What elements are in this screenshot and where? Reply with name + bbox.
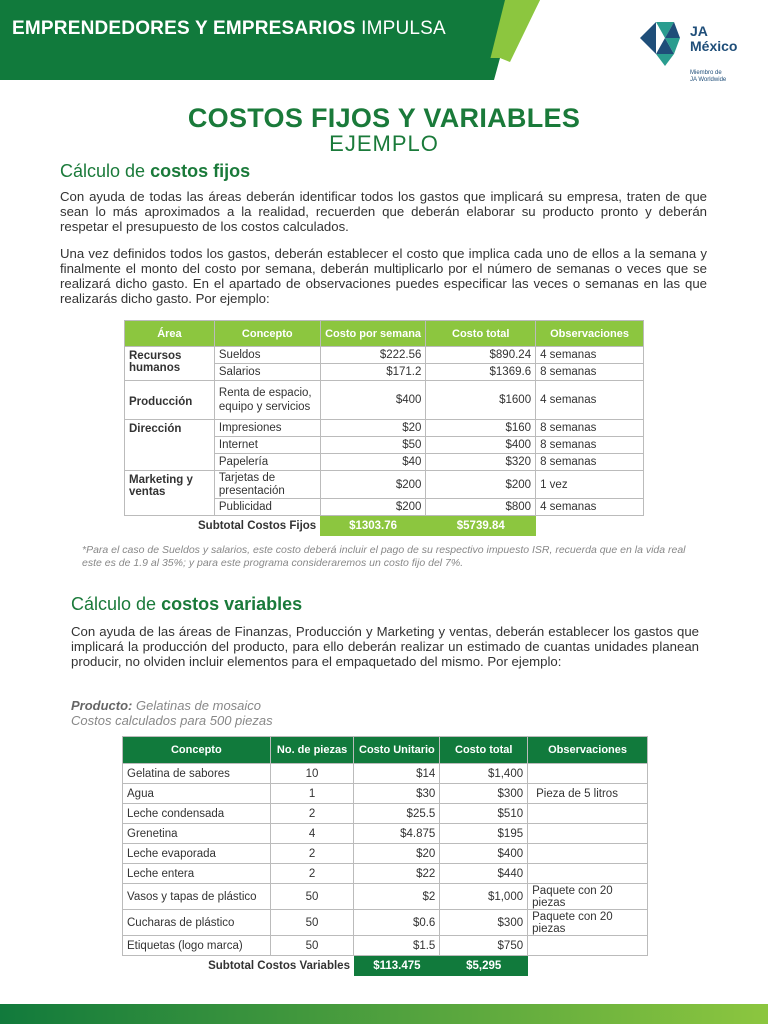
empty-cell — [536, 516, 644, 536]
concept-cell: Tarjetas de presentación — [214, 471, 320, 499]
table-row — [123, 824, 648, 844]
concept-cell: Sueldos — [214, 347, 320, 364]
notes-cell: 4 semanas — [536, 347, 644, 364]
table-row — [125, 381, 644, 420]
table-row — [125, 347, 644, 364]
subtotal-label: Subtotal Costos Variables — [208, 959, 350, 972]
concept-cell: Etiquetas (logo marca) — [123, 936, 271, 956]
empty-cell — [528, 956, 648, 976]
banner-shape — [0, 0, 540, 80]
subtotal-unit: $113.475 — [354, 956, 440, 976]
notes-cell — [528, 864, 648, 884]
concept-cell: Agua — [123, 784, 271, 804]
column-header: Concepto — [123, 737, 271, 764]
fixed-costs-heading: Cálculo de costos fijos — [60, 161, 251, 181]
table-row — [123, 884, 648, 910]
total-cost-cell: $195 — [440, 824, 528, 844]
product-info: Producto: Gelatinas de mosaico Costos calculados para 500 piezas — [71, 698, 273, 728]
total-cost-cell: $300 — [440, 784, 528, 804]
total-cost-cell: $400 — [426, 437, 536, 454]
table-row — [123, 910, 648, 936]
notes-cell: 8 semanas — [536, 437, 644, 454]
subtotal-total: $5739.84 — [426, 516, 536, 536]
total-cost-cell: $160 — [426, 420, 536, 437]
table-row — [123, 864, 648, 884]
subtotal-total: $5,295 — [440, 956, 528, 976]
table-row — [123, 844, 648, 864]
logo-mark-icon — [640, 18, 686, 68]
variable-para: Con ayuda de las áreas de Finanzas, Producción y Marketing y ventas, deberán establecer los gastos que implicará la producción del producto, para ello deberán realizar un estimado de cuantas unidades planean producir, no olviden incluir elementos para el empaquetado del mismo. Por ejemplo: — [71, 624, 699, 669]
weekly-cost-cell: $200 — [320, 499, 426, 516]
unit-cost-cell: $25.5 — [354, 804, 440, 824]
column-header: Concepto — [214, 321, 320, 347]
notes-cell: 1 vez — [536, 471, 644, 499]
fixed-costs-note: *Para el caso de Sueldos y salarios, este costo deberá incluir el pago de su respectivo impuesto ISR, recuerda que en la vida real este es de 1.9 al 35%; y para este programa consideraremos un costo fijo del 7%. — [82, 544, 686, 569]
unit-cost-cell: $22 — [354, 864, 440, 884]
weekly-cost-cell: $400 — [320, 381, 426, 420]
variable-costs-heading: Cálculo de costos variables — [71, 594, 303, 614]
column-header: Observaciones — [528, 737, 648, 764]
notes-cell: 8 semanas — [536, 364, 644, 381]
pieces-cell: 2 — [270, 804, 354, 824]
logo-name: JA México — [690, 23, 738, 54]
total-cost-cell: $400 — [440, 844, 528, 864]
notes-cell — [528, 764, 648, 784]
footer-bar — [0, 1004, 768, 1024]
unit-cost-cell: $0.6 — [354, 910, 440, 936]
unit-cost-cell: $4.875 — [354, 824, 440, 844]
logo-subtitle: Miembro de JA Worldwide — [690, 70, 727, 83]
table-row — [123, 936, 648, 956]
column-header: Costo total — [440, 737, 528, 764]
column-header: Área — [125, 321, 215, 347]
total-cost-cell: $440 — [440, 864, 528, 884]
pieces-cell: 2 — [270, 844, 354, 864]
notes-cell: 8 semanas — [536, 454, 644, 471]
fixed-costs-table — [124, 320, 644, 536]
total-cost-cell: $200 — [426, 471, 536, 499]
weekly-cost-cell: $171.2 — [320, 364, 426, 381]
notes-cell — [528, 936, 648, 956]
total-cost-cell: $320 — [426, 454, 536, 471]
notes-cell: 8 semanas — [536, 420, 644, 437]
page-subtitle: EJEMPLO — [329, 131, 439, 156]
notes-cell: Paquete con 20 piezas — [528, 910, 648, 936]
column-header: No. de piezas — [270, 737, 354, 764]
table-row — [123, 784, 648, 804]
notes-cell: Pieza de 5 litros — [528, 784, 648, 804]
banner-title: EMPRENDEDORES Y EMPRESARIOS IMPULSA — [12, 18, 446, 39]
column-header: Observaciones — [536, 321, 644, 347]
pieces-cell: 10 — [270, 764, 354, 784]
concept-cell: Renta de espacio, equipo y servicios — [214, 381, 320, 420]
table-row — [125, 471, 644, 499]
notes-cell — [528, 804, 648, 824]
table-row — [125, 420, 644, 437]
total-cost-cell: $750 — [440, 936, 528, 956]
unit-cost-cell: $2 — [354, 884, 440, 910]
concept-cell: Leche condensada — [123, 804, 271, 824]
unit-cost-cell: $20 — [354, 844, 440, 864]
concept-cell: Gelatina de sabores — [123, 764, 271, 784]
weekly-cost-cell: $20 — [320, 420, 426, 437]
pieces-cell: 50 — [270, 884, 354, 910]
total-cost-cell: $890.24 — [426, 347, 536, 364]
area-cell: Recursos humanos — [125, 347, 215, 381]
column-header: Costo por semana — [320, 321, 426, 347]
total-cost-cell: $300 — [440, 910, 528, 936]
total-cost-cell: $1600 — [426, 381, 536, 420]
notes-cell: 4 semanas — [536, 499, 644, 516]
area-cell: Dirección — [125, 420, 215, 471]
pieces-cell: 2 — [270, 864, 354, 884]
concept-cell: Publicidad — [214, 499, 320, 516]
total-cost-cell: $510 — [440, 804, 528, 824]
subtotal-label: Subtotal Costos Fijos — [198, 519, 317, 532]
concept-cell: Leche entera — [123, 864, 271, 884]
total-cost-cell: $1,400 — [440, 764, 528, 784]
page-title: COSTOS FIJOS Y VARIABLES — [187, 103, 581, 133]
variable-costs-table — [122, 736, 648, 976]
subtotal-row — [125, 516, 644, 536]
fixed-para-1: Con ayuda de todas las áreas deberán identificar todos los gastos que implicará su empresa, traten de que sean lo más aproximados a la realidad, recuerden que deberán elaborar su producto pronto y deberán respetar el presupuesto de los costos calculados. — [60, 189, 707, 234]
column-header: Costo total — [426, 321, 536, 347]
pieces-cell: 1 — [270, 784, 354, 804]
notes-cell — [528, 824, 648, 844]
concept-cell: Leche evaporada — [123, 844, 271, 864]
weekly-cost-cell: $200 — [320, 471, 426, 499]
concept-cell: Salarios — [214, 364, 320, 381]
unit-cost-cell: $1.5 — [354, 936, 440, 956]
notes-cell — [528, 844, 648, 864]
column-header: Costo Unitario — [354, 737, 440, 764]
concept-cell: Internet — [214, 437, 320, 454]
weekly-cost-cell: $50 — [320, 437, 426, 454]
concept-cell: Vasos y tapas de plástico — [123, 884, 271, 910]
ja-mexico-logo — [640, 18, 750, 88]
area-cell: Marketing y ventas — [125, 471, 215, 516]
total-cost-cell: $1369.6 — [426, 364, 536, 381]
concept-cell: Cucharas de plástico — [123, 910, 271, 936]
table-header-row — [123, 737, 648, 764]
fixed-para-2: Una vez definidos todos los gastos, deberán establecer el costo que implica cada uno de ellos a la semana y finalmente el monto del costo por semana, deberán multiplicarlo por el número de semanas o veces que se realizará dicho gasto. En el apartado de observaciones puedes especificar las veces o semanas en las que realizarás dicho gasto. Por ejemplo: — [60, 246, 707, 306]
weekly-cost-cell: $40 — [320, 454, 426, 471]
area-cell: Producción — [125, 381, 215, 420]
table-row — [123, 764, 648, 784]
weekly-cost-cell: $222.56 — [320, 347, 426, 364]
pieces-cell: 4 — [270, 824, 354, 844]
table-header-row — [125, 321, 644, 347]
table-row — [123, 804, 648, 824]
pieces-cell: 50 — [270, 936, 354, 956]
pieces-cell: 50 — [270, 910, 354, 936]
concept-cell: Grenetina — [123, 824, 271, 844]
notes-cell: Paquete con 20 piezas — [528, 884, 648, 910]
concept-cell: Impresiones — [214, 420, 320, 437]
unit-cost-cell: $14 — [354, 764, 440, 784]
concept-cell: Papelería — [214, 454, 320, 471]
notes-cell: 4 semanas — [536, 381, 644, 420]
header-banner — [0, 0, 540, 80]
total-cost-cell: $800 — [426, 499, 536, 516]
subtotal-row — [123, 956, 648, 976]
unit-cost-cell: $30 — [354, 784, 440, 804]
subtotal-weekly: $1303.76 — [320, 516, 426, 536]
total-cost-cell: $1,000 — [440, 884, 528, 910]
